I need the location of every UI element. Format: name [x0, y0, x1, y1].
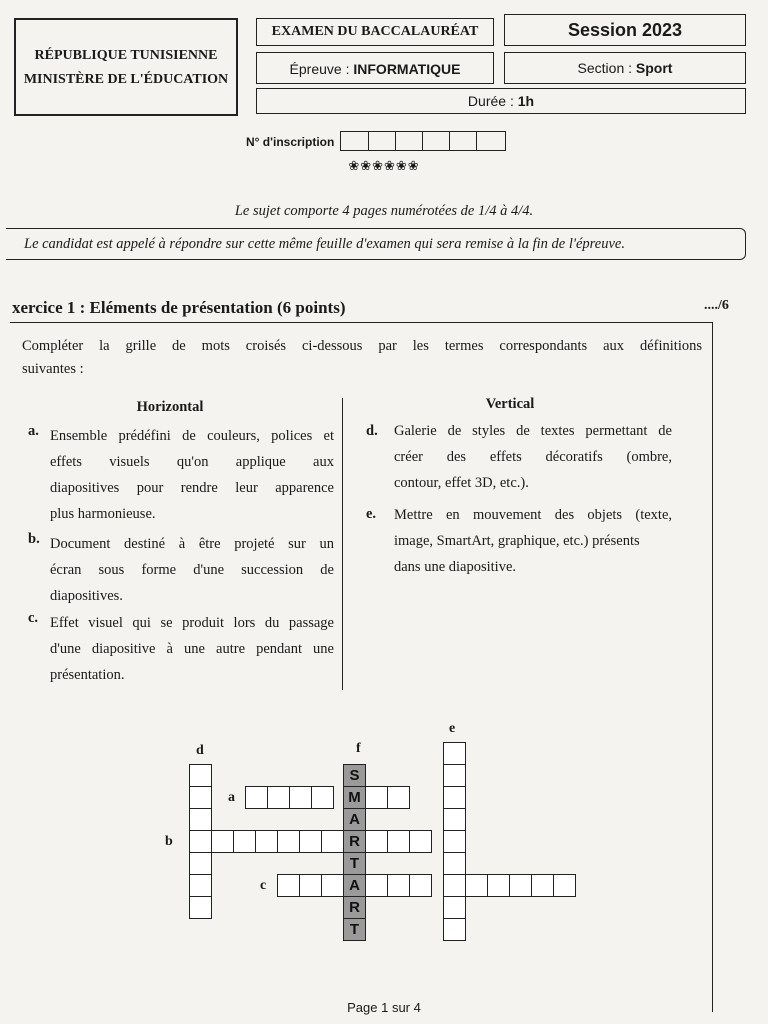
- section-label: Section :: [577, 60, 633, 76]
- def-a-text: [50, 423, 334, 527]
- exam-title-box: [256, 18, 494, 46]
- epreuve-value: INFORMATIQUE: [353, 61, 461, 77]
- vertical-heading: Vertical: [485, 396, 535, 412]
- def-c-letter: c.: [28, 610, 39, 626]
- crossword-cell[interactable]: [443, 874, 466, 897]
- page-number: Page 1 sur 4: [347, 1000, 421, 1015]
- crossword-cell[interactable]: [509, 874, 532, 897]
- crossword-cell[interactable]: [299, 830, 322, 853]
- crossword-cell-smartart: T: [343, 852, 366, 875]
- pages-note: Le sujet comporte 4 pages numérotées de 1/4 à 4/4.: [234, 203, 534, 219]
- def-line: diapositives.: [50, 588, 123, 604]
- crossword-cell[interactable]: [321, 874, 344, 897]
- def-line: image, SmartArt, graphique, etc.) présents: [394, 533, 640, 549]
- column-separator: [342, 398, 343, 690]
- def-line: créer des effets décoratifs (ombre,: [394, 449, 672, 465]
- crossword-cell[interactable]: [443, 896, 466, 919]
- crossword-cell[interactable]: [443, 764, 466, 787]
- duree: [257, 93, 745, 109]
- crossword-cell[interactable]: [387, 786, 410, 809]
- crossword-cell[interactable]: [409, 830, 432, 853]
- ministry-name: MINISTÈRE DE L'ÉDUCATION: [23, 72, 229, 87]
- def-d-text: [394, 418, 672, 496]
- crossword-cell[interactable]: [277, 830, 300, 853]
- crossword-cell[interactable]: [365, 830, 388, 853]
- crossword-cell[interactable]: [189, 896, 212, 919]
- def-line: diapositives pour rendre leur apparence: [50, 480, 334, 496]
- crossword-cell[interactable]: [189, 764, 212, 787]
- crossword-cell[interactable]: [233, 830, 256, 853]
- section-value: Sport: [635, 60, 673, 76]
- def-line: Mettre en mouvement des objets (texte,: [394, 507, 672, 523]
- epreuve-label: Épreuve :: [289, 61, 350, 77]
- session-box: [504, 14, 746, 46]
- crossword-cell[interactable]: [387, 874, 410, 897]
- crossword-cell[interactable]: [189, 852, 212, 875]
- crossword-cell-smartart: S: [343, 764, 366, 787]
- epreuve-box: [256, 52, 494, 84]
- crossword-cell[interactable]: [365, 874, 388, 897]
- crossword-cell[interactable]: [365, 786, 388, 809]
- grid-label-f: f: [356, 741, 361, 756]
- section: [505, 60, 745, 76]
- crossword-cell[interactable]: [443, 852, 466, 875]
- crossword-cell[interactable]: [245, 786, 268, 809]
- exam-title: EXAMEN DU BACCALAURÉAT: [271, 24, 479, 39]
- crossword-cell-smartart: R: [343, 830, 366, 853]
- crossword-cell[interactable]: [267, 786, 290, 809]
- inscription-divider: [449, 132, 450, 150]
- grid-label-d: d: [196, 743, 204, 758]
- crossword-cell[interactable]: [553, 874, 576, 897]
- def-b-letter: b.: [28, 531, 40, 547]
- crossword-cell[interactable]: [487, 874, 510, 897]
- crossword-cell[interactable]: [387, 830, 410, 853]
- crossword-cell[interactable]: [443, 830, 466, 853]
- crossword-cell-smartart: M: [343, 786, 366, 809]
- crossword-cell[interactable]: [531, 874, 554, 897]
- def-b-text: [50, 531, 334, 609]
- def-line: Effet visuel qui se produit lors du passage: [50, 615, 334, 631]
- def-e-letter: e.: [366, 506, 377, 522]
- country-name: RÉPUBLIQUE TUNISIENNE: [34, 48, 218, 63]
- ornament-divider: ❀❀❀❀❀❀: [348, 158, 420, 173]
- duree-label: Durée :: [467, 93, 514, 109]
- crossword-cell[interactable]: [255, 830, 278, 853]
- crossword-cell-smartart: R: [343, 896, 366, 919]
- session: Session 2023: [567, 20, 683, 40]
- def-d-letter: d.: [366, 423, 378, 439]
- exercise-title: xercice 1 : Eléments de présentation (6 points): [12, 298, 346, 317]
- crossword-cell[interactable]: [211, 830, 234, 853]
- def-c-text: [50, 610, 334, 688]
- crossword-cell[interactable]: [465, 874, 488, 897]
- epreuve: [257, 61, 493, 77]
- exercise-intro-line2: suivantes :: [22, 361, 84, 377]
- crossword-cell[interactable]: [443, 742, 466, 765]
- exercise-frame-right: [712, 322, 713, 1012]
- def-line: Ensemble prédéfini de couleurs, polices et: [50, 428, 334, 444]
- crossword-cell[interactable]: [189, 874, 212, 897]
- inscription-divider: [368, 132, 369, 150]
- crossword-cell[interactable]: [289, 786, 312, 809]
- instruction-box: [6, 228, 746, 260]
- crossword-cell[interactable]: [321, 830, 344, 853]
- header-left-box: [14, 18, 238, 116]
- def-line: Document destiné à être projeté sur un: [50, 536, 334, 552]
- def-line: d'une diapositive à une autre pendant une: [50, 641, 334, 657]
- horizontal-heading: Horizontal: [136, 399, 204, 415]
- grid-label-a: a: [228, 790, 235, 805]
- crossword-cell[interactable]: [299, 874, 322, 897]
- def-line: contour, effet 3D, etc.).: [394, 475, 529, 491]
- def-line: écran sous forme d'une succession de: [50, 562, 334, 578]
- crossword-cell-smartart: T: [343, 918, 366, 941]
- crossword-cell[interactable]: [443, 786, 466, 809]
- duree-value: 1h: [517, 93, 535, 109]
- grid-label-b: b: [165, 834, 173, 849]
- crossword-cell-smartart: A: [343, 808, 366, 831]
- grid-label-c: c: [260, 878, 267, 893]
- grid-label-e: e: [449, 721, 456, 736]
- crossword-cell[interactable]: [277, 874, 300, 897]
- exercise-frame-top: [10, 322, 712, 323]
- crossword-cell[interactable]: [311, 786, 334, 809]
- inscription-divider: [395, 132, 396, 150]
- def-line: effets visuels qu'on applique aux: [50, 454, 334, 470]
- inscription-divider: [476, 132, 477, 150]
- crossword-cell[interactable]: [189, 830, 212, 853]
- crossword-cell[interactable]: [443, 918, 466, 941]
- inscription-divider: [422, 132, 423, 150]
- def-line: dans une diapositive.: [394, 559, 517, 575]
- crossword-cell[interactable]: [189, 786, 212, 809]
- bleed-through-text: [8, 178, 768, 194]
- inscription-label: N° d'inscription: [246, 135, 335, 149]
- crossword-cell[interactable]: [189, 808, 212, 831]
- instruction-text: Le candidat est appelé à répondre sur cette même feuille d'examen qui sera remise à la fin de l'épreuve.: [24, 236, 625, 252]
- def-line: Galerie de styles de textes permettant de: [394, 423, 672, 439]
- def-line: plus harmonieuse.: [50, 506, 156, 522]
- crossword-cell[interactable]: [443, 808, 466, 831]
- crossword-cell[interactable]: [409, 874, 432, 897]
- section-box: [504, 52, 746, 84]
- duree-box: [256, 88, 746, 114]
- def-line: présentation.: [50, 667, 125, 683]
- def-a-letter: a.: [28, 423, 39, 439]
- exercise-score: ..../6: [704, 298, 729, 313]
- crossword-cell-smartart: A: [343, 874, 366, 897]
- inscription-field[interactable]: [340, 131, 506, 151]
- def-e-text: [394, 502, 672, 580]
- exercise-intro-line1: Compléter la grille de mots croisés ci-dessous par les termes correspondants aux définitions: [22, 338, 702, 354]
